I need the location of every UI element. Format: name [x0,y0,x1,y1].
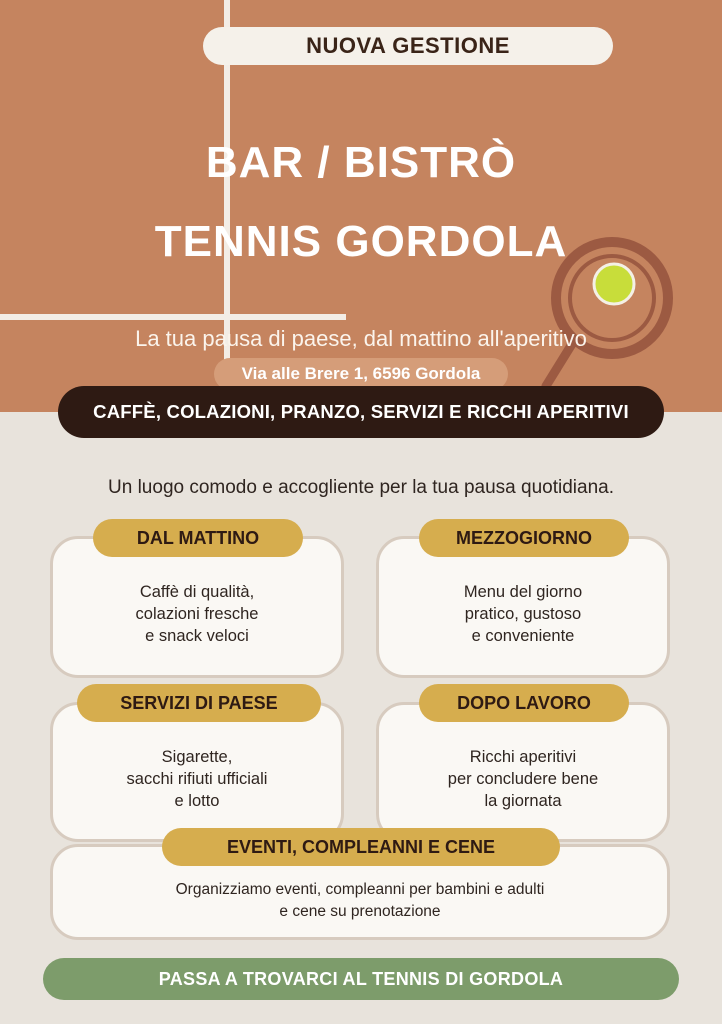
card-noon [376,536,670,678]
subtitle: La tua pausa di paese, dal mattino all'aperitivo [135,326,587,351]
card-events-text: Organizziamo eventi, compleanni per bambini e adulti e cene su prenotazione [175,881,545,920]
card-noon-text: Menu del giorno pratico, gustoso e conveniente [463,583,583,645]
title-line-1: BAR / BISTRÒ [205,138,517,187]
address-badge: Via alle Brere 1, 6596 Gordola [214,358,508,390]
card-events-label: EVENTI, COMPLEANNI E CENE [162,828,560,866]
card-after-work [376,702,670,842]
card-services-label: SERVIZI DI PAESE [77,684,321,722]
visit-us-banner: PASSA A TROVARCI AL TENNIS DI GORDOLA [43,958,679,1000]
card-services-text: Sigarette, sacchi rifiuti ufficiali e lotto [126,748,268,810]
services-banner: CAFFÈ, COLAZIONI, PRANZO, SERVIZI E RICCHI APERITIVI [58,386,664,438]
card-after-work-text: Ricchi aperitivi per concludere bene la giornata [447,748,599,810]
card-after-work-label: DOPO LAVORO [419,684,629,722]
court-line-horizontal [0,314,346,320]
card-morning [50,536,344,678]
intro-text: Un luogo comodo e accogliente per la tua pausa quotidiana. [108,477,614,498]
card-services [50,702,344,842]
card-noon-label: MEZZOGIORNO [419,519,629,557]
card-morning-label: DAL MATTINO [93,519,303,557]
card-morning-text: Caffè di qualità, colazioni fresche e snack veloci [135,583,259,645]
title-line-2: TENNIS GORDOLA [154,217,568,266]
tennis-ball-icon [594,264,634,304]
new-management-badge: NUOVA GESTIONE [203,27,613,65]
